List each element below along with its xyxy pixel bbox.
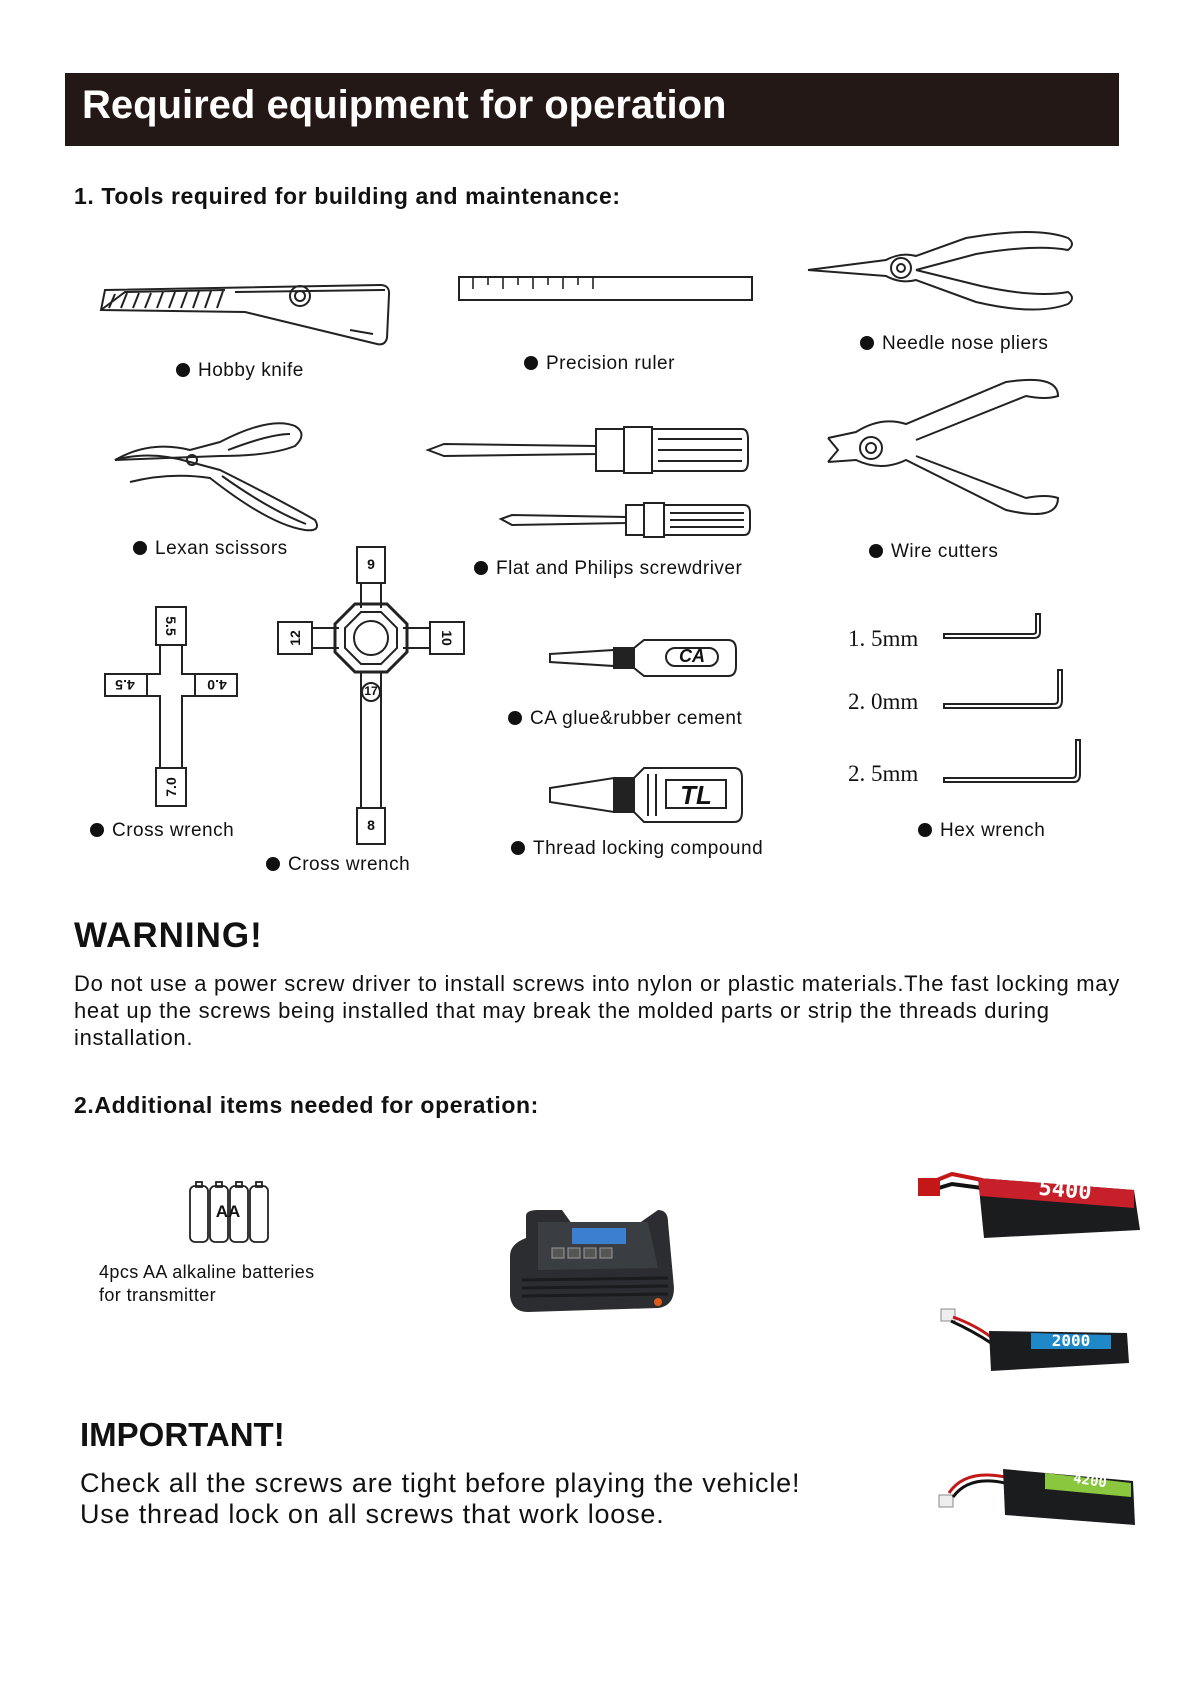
lexan-scissors-caption: Lexan scissors [133,538,288,560]
cross-wrench-small-illustration [104,606,238,806]
wrench-size-label: 4.5 [115,677,135,693]
bullet-icon [860,336,874,350]
wrench-size-label: 12 [287,630,303,646]
warning-title: WARNING! [74,916,263,955]
needle-nose-pliers-caption: Needle nose pliers [860,333,1048,355]
hobby-knife-illustration [95,280,395,350]
wrench-size-label: 4.0 [207,677,227,693]
hex-size-label: 1. 5mm [848,626,919,651]
cross-wrench-small-caption: Cross wrench [90,820,234,842]
page-title: Required equipment for operation [82,83,727,127]
lexan-scissors-illustration [110,420,325,535]
battery-capacity-label: 5400 [1037,1175,1093,1206]
precision-ruler-illustration [458,276,754,302]
wire-cutters-caption: Wire cutters [869,541,998,563]
important-title: IMPORTANT! [80,1416,285,1453]
wrench-size-label: 7.0 [163,777,179,797]
battery-pack-5400 [912,1160,1142,1260]
bullet-icon [474,561,488,575]
screwdriver-illustration [426,425,756,540]
batteries-text-line2: for transmitter [99,1285,217,1305]
battery-pack-2000 [935,1305,1135,1385]
aa-label: AA [215,1202,241,1221]
ca-glue-caption: CA glue&rubber cement [508,708,742,730]
bullet-icon [266,857,280,871]
precision-ruler-caption: Precision ruler [524,353,675,375]
bullet-icon [918,823,932,837]
wrench-size-label: 8 [367,817,375,833]
bullet-icon [133,541,147,555]
warning-text: Do not use a power screw driver to install screws into nylon or plastic materials.The fast locking may heat up the screws being installed that may break the molded parts or strip the threads during installation. [74,971,1120,1050]
important-line1: Check all the screws are tight before playing the vehicle! [80,1468,801,1498]
section-additional-heading: 2.Additional items needed for operation: [74,1092,539,1118]
important-line2: Use thread lock on all screws that work loose. [80,1499,665,1529]
section-tools-heading: 1. Tools required for building and maintenance: [74,183,621,209]
wrench-size-label: 17 [364,684,378,698]
bullet-icon [90,823,104,837]
hex-wrench-illustration [940,612,1080,788]
wire-cutters-illustration [826,380,1066,520]
cross-wrench-large-caption: Cross wrench [266,854,410,876]
bullet-icon [869,544,883,558]
needle-nose-pliers-illustration [806,230,1076,310]
wrench-size-label: 5.5 [163,616,179,636]
battery-pack-4200 [935,1455,1140,1545]
screwdriver-caption: Flat and Philips screwdriver [474,558,742,580]
charger-illustration [508,1208,676,1316]
hobby-knife-caption: Hobby knife [176,360,304,382]
header-banner [65,73,1119,146]
bullet-icon [524,356,538,370]
ca-glue-illustration [548,638,738,678]
wrench-size-label: 10 [439,630,455,646]
bullet-icon [176,363,190,377]
hex-size-label: 2. 5mm [848,761,919,786]
bullet-icon [508,711,522,725]
batteries-text-line1: 4pcs AA alkaline batteries [99,1262,315,1282]
cross-wrench-large-illustration [277,546,465,846]
aa-batteries-illustration [188,1180,272,1244]
hex-size-label: 2. 0mm [848,689,919,714]
hex-wrench-caption: Hex wrench [918,820,1045,842]
battery-capacity-label: 4200 [1072,1470,1108,1492]
thread-lock-caption: Thread locking compound [511,838,763,860]
battery-capacity-label: 2000 [1051,1331,1091,1350]
tl-label: TL [680,780,712,810]
bullet-icon [511,841,525,855]
wrench-size-label: 9 [367,556,375,572]
thread-lock-illustration [548,766,744,824]
ca-label: CA [679,646,705,666]
